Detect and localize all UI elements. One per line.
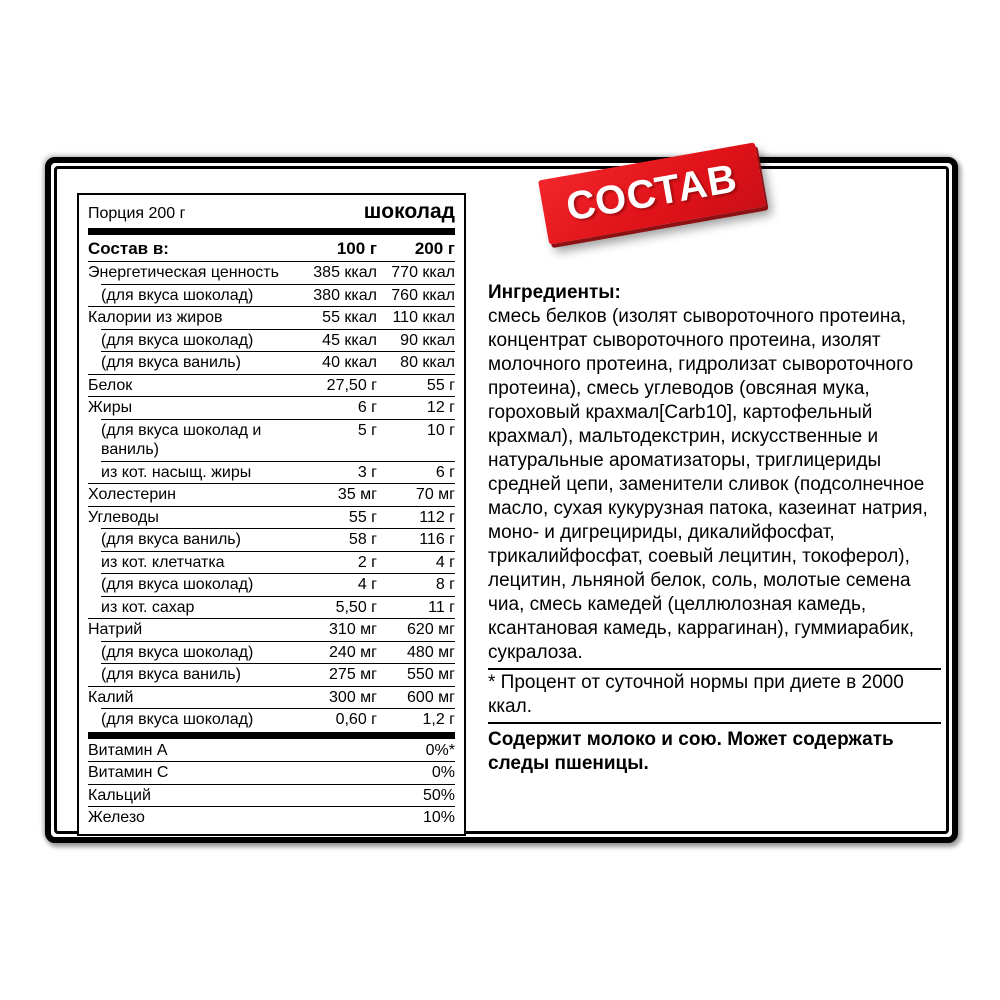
allergen-statement: Содержит молоко и сою. Может содержать следы пшеницы. [488, 729, 894, 774]
nutrient-label: (для вкуса шоколад и ваниль) [101, 421, 262, 458]
value-per-100g: 310 мг [329, 621, 377, 638]
nutrient-label: (для вкуса ваниль) [101, 354, 241, 371]
value-per-100g: 45 ккал [322, 331, 377, 349]
value-per-100g: 385 ккал [313, 264, 377, 281]
value-per-200g: 10 г [426, 421, 455, 439]
nutrient-label: Белок [88, 376, 133, 394]
value-per-200g: 116 г [419, 531, 455, 548]
value-per-200g: 112 г [419, 508, 455, 526]
value-per-200g: 600 мг [407, 688, 455, 706]
value-per-100g: 35 мг [337, 486, 377, 503]
nutrient-row [88, 686, 455, 709]
nutrient-label: Натрий [88, 621, 143, 638]
value-per-100g: 380 ккал [313, 286, 377, 304]
nutrient-row [88, 306, 455, 329]
nutrient-row [101, 596, 455, 619]
value-per-100g: 4 г [357, 576, 377, 593]
value-per-100g: 275 мг [329, 666, 377, 683]
value-per-100g: 3 г [357, 463, 377, 481]
vitamin-label: Витамин А [88, 741, 168, 759]
daily-value-footnote: * Процент от суточной нормы при диете в 2000 ккал. [488, 668, 941, 724]
value-per-100g: 58 г [348, 531, 377, 548]
nutrition-rows [88, 261, 455, 731]
nutrient-label: (для вкуса ваниль) [101, 666, 241, 683]
nutrient-row [101, 641, 455, 664]
nutrient-label: Углеводы [88, 508, 159, 526]
vitamin-value: 0%* [425, 741, 455, 759]
nutrient-row [88, 618, 455, 641]
vitamin-value: 0% [431, 764, 455, 781]
nutrient-label: (для вкуса шоколад) [101, 711, 254, 728]
columns-header-label: Состав в: [88, 239, 169, 258]
vitamin-label: Витамин С [88, 764, 169, 781]
vitamin-row [88, 806, 455, 829]
nutrient-row [101, 573, 455, 596]
value-per-200g: 1,2 г [422, 711, 455, 728]
nutrient-row [101, 419, 455, 461]
nutrient-label: Холестерин [88, 486, 176, 503]
nutrient-row [88, 483, 455, 506]
sostav-badge [538, 142, 766, 244]
value-per-200g: 90 ккал [400, 331, 455, 349]
value-per-200g: 620 мг [407, 621, 455, 638]
value-per-100g: 240 мг [329, 643, 377, 661]
nutrient-row [101, 284, 455, 307]
nutrient-row [101, 708, 455, 731]
columns-header-row [88, 236, 455, 261]
value-per-100g: 300 мг [329, 688, 377, 706]
nutrient-row [101, 663, 455, 686]
value-per-100g: 55 ккал [322, 309, 377, 326]
nutrient-row [101, 461, 455, 484]
nutrient-label: (для вкуса шоколад) [101, 643, 254, 661]
nutrient-label: (для вкуса ваниль) [101, 531, 241, 548]
value-per-100g: 2 г [357, 553, 377, 571]
value-per-200g: 8 г [435, 576, 455, 593]
value-per-200g: 4 г [435, 553, 455, 571]
nutrient-label: из кот. насыщ. жиры [101, 463, 252, 481]
nutrient-row [101, 351, 455, 374]
nutrient-row [101, 528, 455, 551]
value-per-100g: 5 г [357, 421, 377, 439]
value-per-100g: 6 г [357, 399, 377, 416]
value-per-100g: 5,50 г [335, 598, 377, 616]
value-per-100g: 40 ккал [322, 354, 377, 371]
divider-bar-bottom [88, 732, 455, 739]
nutrient-label: (для вкуса шоколад) [101, 331, 254, 349]
column-200g-header: 200 г [414, 239, 455, 258]
sostav-badge-label: СОСТАВ [563, 156, 741, 230]
value-per-100g: 27,50 г [326, 376, 377, 394]
portion-size: Порция 200 г [88, 205, 186, 222]
flavor-title: шоколад [363, 200, 455, 223]
vitamin-value: 50% [422, 786, 455, 804]
nutrient-label: Жиры [88, 399, 133, 416]
vitamin-row [88, 761, 455, 784]
nutrient-label: (для вкуса шоколад) [101, 286, 254, 304]
vitamin-row [88, 740, 455, 762]
nutrient-label: Энергетическая ценность [88, 264, 279, 281]
value-per-200g: 550 мг [407, 666, 455, 683]
table-header [88, 199, 455, 227]
nutrient-label: Калории из жиров [88, 309, 223, 326]
nutrient-row [88, 261, 455, 284]
value-per-200g: 11 г [428, 598, 455, 616]
label-frame-inner [54, 156, 949, 834]
vitamin-value: 10% [422, 809, 455, 826]
vitamin-label: Железо [88, 809, 145, 826]
label-frame [45, 157, 958, 843]
ingredients-title: Ингредиенты: [488, 282, 621, 303]
vitamin-label: Кальций [88, 786, 151, 804]
ingredients-text: смесь белков (изолят сывороточного протеина, концентрат сывороточного протеина, изолят молочного протеина, гидролизат сывороточного протеина), смесь углеводов (овсяная мука, гороховый крахмал[Carb10], картофельный крахмал), мальтодекстрин, искусственные и натуральные ароматизаторы, триглицериды средней цепи, заменители сливок (подсолнечное масло, сухая кукурузная патока, казеинат натрия, моно- и дигрецириды, дикалийфосфат, трикалийфосфат, соевый лецитин, токоферол), лецитин, льняной белок, соль, молотые семена чиа, смесь камедей (целлюлозная камедь, ксантановая камедь, каррагинан), гуммиарабик, сукралоза. [488, 306, 928, 663]
nutrient-label: из кот. сахар [101, 598, 195, 616]
value-per-200g: 12 г [426, 399, 455, 416]
nutrient-label: Калий [88, 688, 134, 706]
value-per-200g: 770 ккал [391, 264, 455, 281]
value-per-200g: 70 мг [415, 486, 455, 503]
column-100g-header: 100 г [336, 239, 377, 258]
value-per-200g: 480 мг [407, 643, 455, 661]
value-per-200g: 110 ккал [392, 309, 455, 326]
value-per-200g: 760 ккал [391, 286, 455, 304]
nutrient-row [88, 374, 455, 397]
nutrient-label: из кот. клетчатка [101, 553, 225, 571]
vitamin-rows [88, 740, 455, 829]
divider-bar-top [88, 228, 455, 235]
vitamin-row [88, 784, 455, 807]
value-per-200g: 55 г [426, 376, 455, 394]
value-per-100g: 55 г [348, 508, 377, 526]
nutrient-row [101, 329, 455, 352]
nutrient-row [88, 506, 455, 529]
value-per-200g: 80 ккал [400, 354, 455, 371]
nutrient-label: (для вкуса шоколад) [101, 576, 254, 593]
nutrition-table [77, 193, 466, 836]
ingredients-section [488, 281, 941, 776]
nutrient-row [101, 551, 455, 574]
value-per-100g: 0,60 г [335, 711, 377, 728]
nutrient-row [88, 396, 455, 419]
value-per-200g: 6 г [435, 463, 455, 481]
